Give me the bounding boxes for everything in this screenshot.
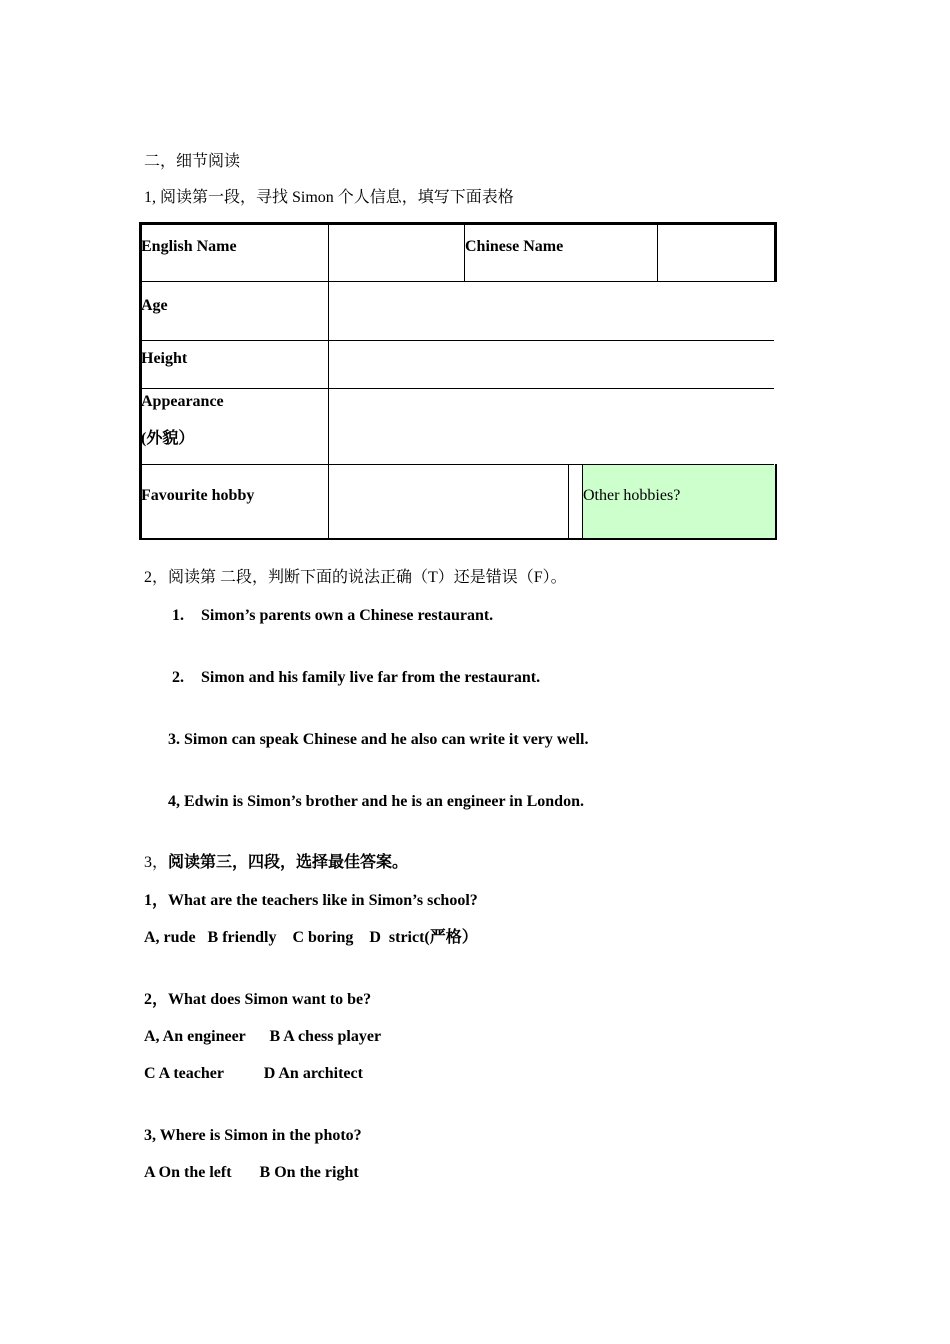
mc-question-1: 1，What are the teachers like in Simon’s school? (144, 892, 478, 909)
part1-instruction: 1, 阅读第一段，寻找 Simon 个人信息，填写下面表格 (144, 189, 514, 206)
height-label: Height (141, 350, 188, 367)
part3-instruction-num: 3， (144, 854, 169, 871)
part3-instruction (144, 853, 408, 873)
other-hobbies-label: Other hobbies? (583, 487, 681, 504)
mc-options-2a: A, An engineer B A chess player (144, 1028, 382, 1045)
mc-options-2b: C A teacher D An architect (144, 1065, 363, 1082)
appearance-cn-label: (外貌） (141, 430, 195, 447)
mc-options-3: A On the left B On the right (144, 1164, 359, 1181)
part3-instruction-text: 阅读第三，四段，选择最佳答案。 (168, 854, 409, 871)
tf-item-2-num: 2. (172, 669, 184, 686)
tf-item-4: 4, Edwin is Simon’s brother and he is an engineer in London. (168, 793, 584, 810)
tf-item-2: Simon and his family live far from the restaurant. (201, 669, 541, 686)
english-name-label: English Name (141, 238, 237, 255)
tf-item-1: Simon’s parents own a Chinese restaurant. (201, 607, 494, 624)
tf-item-1-num: 1. (172, 607, 184, 624)
chinese-name-label: Chinese Name (465, 238, 564, 255)
mc-question-3: 3, Where is Simon in the photo? (144, 1127, 362, 1144)
section-title: 二，细节阅读 (144, 153, 241, 170)
appearance-label: Appearance (141, 393, 224, 410)
tf-item-3: 3. Simon can speak Chinese and he also can write it very well. (168, 731, 589, 748)
mc-options-1: A, rude B friendly C boring D strict(严格） (144, 929, 478, 946)
part2-instruction: 2，阅读第 二段，判断下面的说法正确（T）还是错误（F）。 (144, 569, 567, 586)
favourite-hobby-label: Favourite hobby (141, 487, 255, 504)
mc-question-2: 2，What does Simon want to be? (144, 991, 372, 1008)
age-label: Age (141, 297, 168, 314)
